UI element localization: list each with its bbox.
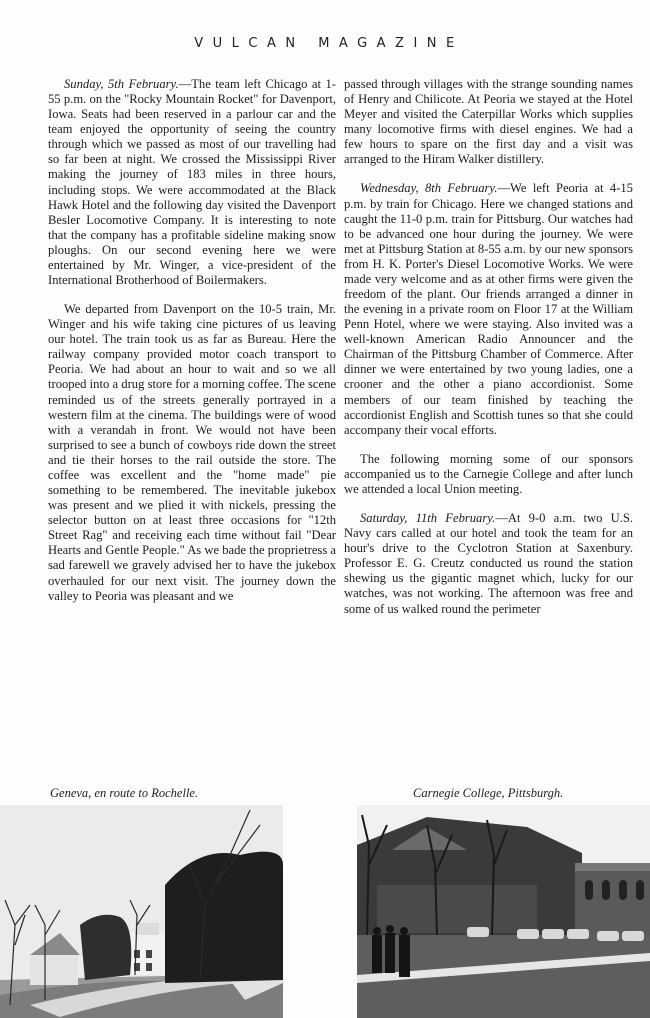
day-heading: Wednesday, 8th February. xyxy=(360,181,498,196)
paragraph-wednesday xyxy=(344,181,633,437)
paragraph-sunday xyxy=(48,77,336,288)
paragraph-davenport-departure xyxy=(48,302,336,604)
paragraph-text: The following morning some of our sponsors accompanied us to the Carnegie College and after lunch we attended a local Union meeting. xyxy=(344,451,633,496)
paragraph-saturday xyxy=(344,511,633,617)
paragraph-text: passed through villages with the strange sounding names of Henry and Chilicote. At Peoria we stayed at the Hotel Meyer and visited the Caterpillar Works which supplies many locomotive firms with diesel engines. We had a few hours to spare on the first day and a visit was arranged to the Hiram Walker distillery. xyxy=(344,77,633,167)
paragraph-peoria-continuation xyxy=(344,77,633,167)
paragraph-text: —At 9-0 a.m. two U.S. Navy cars called at our hotel and took the team for an hour's drive to the Cyclotron Station at Saxenbury. Professor E. G. Creutz conducted us round the station shewing us the gigantic magnet which, lucky for our watches, was not working. The afternoon was free and some of us walked round the perimeter xyxy=(344,511,633,616)
paragraph-carnegie-visit xyxy=(344,452,633,497)
magazine-masthead: VULCAN MAGAZINE xyxy=(194,36,464,51)
geneva-house-photo xyxy=(0,805,283,1018)
paragraph-text: —The team left Chicago at 1-55 p.m. on the "Rocky Mountain Rocket" for Davenport, Iowa. Seats had been reserved in a parlour car and the team enjoyed the opportunity of seeing the country through which we passed as most of our travelling had so far been at night. We crossed the Mississippi River making the journey of 183 miles in three hours, including stops. We were accommodated at the Black Hawk Hotel and the following day visited the Davenport Besler Locomotive Company. It is interesting to note that the company has a profitable sideline making snow ploughs. On our second evening here we were entertained by Mr. Winger, a vice-president of the International Brotherhood of Boilermakers. xyxy=(48,77,336,288)
carnegie-college-photo xyxy=(357,805,650,1018)
photo-caption-geneva: Geneva, en route to Rochelle. xyxy=(50,786,199,800)
left-text-column xyxy=(48,77,336,618)
paragraph-text: —We left Peoria at 4-15 p.m. by train for Chicago. Here we changed stations and caught the 11-0 p.m. train for Pittsburg. Our watches had to be advanced one hour during the journey. We were met at Pittsburg Station at 8-55 a.m. by our new sponsors from H. K. Porter's Diesel Locomotive Works. We were made very welcome and as at other firms were given the freedom of the plant. Our friends arranged a dinner in the evening in a private room on Floor 17 at the William Penn Hotel, where we were staying. Also invited was a well-known American Radio Announcer and the Chairman of the Pittsburg Chamber of Commerce. After dinner we were entertained by two young ladies, one a crooner and the other a piano accordionist. Some members of our team finished by teaching the accordionist English and Scottish tunes so that she could accompany their vocal efforts. xyxy=(344,181,633,437)
day-heading: Saturday, 11th February. xyxy=(360,511,496,526)
paragraph-text: We departed from Davenport on the 10-5 train, Mr. Winger and his wife taking cine pictures of us leaving our hotel. The train took us as far as Bureau. Here the railway company provided motor coach transport to Peoria. We had about an hour to wait and so we all trooped into a drug store for a morning coffee. The scene reminded us of the streets generally portrayed in a western film at the cinema. The buildings were of wood with a verandah in front. We would not have been surprised to see a bunch of cowboys ride down the street and tie their horses to the rail outside the store. The coffee was excellent and the "home made" pie something to be remembered. The inevitable jukebox was present and we plied it with nickels, pressing the selector button on at least three occasions for "12th Street Rag" and receiving each time without fail "Dear Hearts and Gentle People." As we bade the proprietress a sad farewell we gravely advised her to have the jukebox overhauled for our next visit. The journey down the valley to Peoria was pleasant and we xyxy=(48,302,336,603)
day-heading: Sunday, 5th February. xyxy=(64,77,179,91)
photo-caption-carnegie: Carnegie College, Pittsburgh. xyxy=(413,786,564,800)
right-text-column xyxy=(344,77,633,631)
